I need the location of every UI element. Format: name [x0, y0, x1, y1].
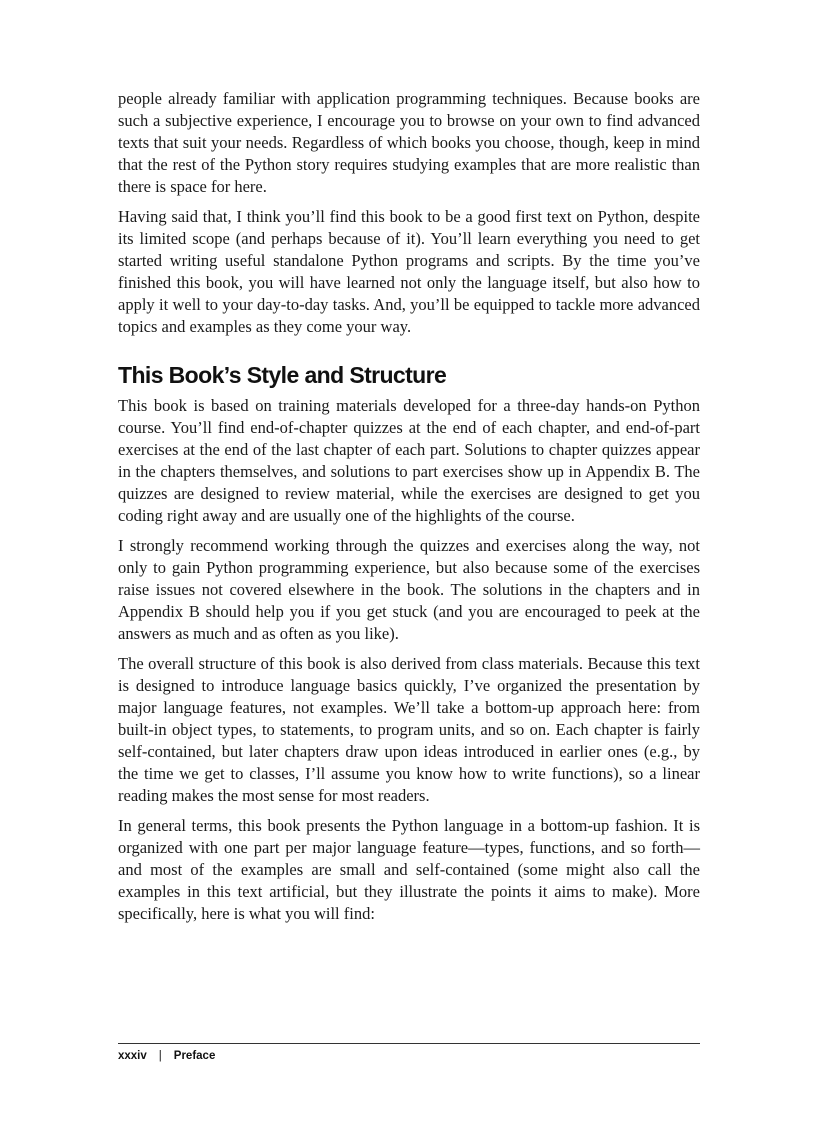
section-paragraph-2: I strongly recommend working through the quizzes and exercises along the way, not only to gain Python programming experience, but also because some of the exercises raise issues not covered elsewhere in the book. The solutions in the chapters and in Appendix B should help you if you get stuck (and you are encouraged to peek at the answers as much and as often as you like). — [118, 536, 700, 643]
intro-paragraph-2: Having said that, I think you’ll find this book to be a good first text on Python, despite its limited scope (and perhaps because of it). You’ll learn everything you need to get started writing useful standalone Python programs and scripts. By the time you’ve finished this book, you will have learned not only the language itself, but also how to apply it well to your day-to-day tasks. And, you’ll be equipped to tackle more advanced topics and examples as they come your way. — [118, 207, 700, 336]
page-number: xxxiv — [118, 1050, 147, 1062]
intro-paragraph-1: people already familiar with application programming techniques. Because books are such a subjective experience, I encourage you to browse on your own to find advanced texts that suit your needs. Regardless of which books you choose, though, keep in mind that the rest of the Python story requires studying examples that are more realistic than there is space for here. — [118, 89, 700, 196]
page-footer — [118, 1049, 215, 1063]
section-paragraph-4: In general terms, this book presents the Python language in a bottom-up fashion. It is organized with one part per major language feature—types, functions, and so forth—and most of the examples are small and self-contained (some might also call the examples in this text artificial, but they illustrate the points it aims to make). More specifically, here is what you will find: — [118, 816, 700, 923]
section-paragraph-3: The overall structure of this book is also derived from class materials. Because this text is designed to introduce language basics quickly, I’ve organized the presentation by major language features, not examples. We’ll take a bottom-up approach here: from built-in object types, to statements, to program units, and so on. Each chapter is fairly self-contained, but later chapters draw upon ideas introduced in earlier ones (e.g., by the time we get to classes, I’ll assume you know how to write functions), so a linear reading makes the most sense for most readers. — [118, 654, 700, 805]
footer-section-name: Preface — [173, 1050, 216, 1062]
footer-divider — [118, 1043, 700, 1044]
section-paragraph-1: This book is based on training materials developed for a three-day hands-on Python course. You’ll find end-of-chapter quizzes at the end of each chapter, and end-of-part exercises at the end of the last chapter of each part. Solutions to chapter quizzes appear in the chapters themselves, and solutions to part exercises show up in Appendix B. The quizzes are designed to review material, while the exercises are designed to get you coding right away and are usually one of the highlights of the course. — [118, 396, 700, 525]
footer-separator: | — [158, 1050, 162, 1062]
section-heading: This Book’s Style and Structure — [118, 362, 447, 388]
page-body — [118, 88, 700, 933]
